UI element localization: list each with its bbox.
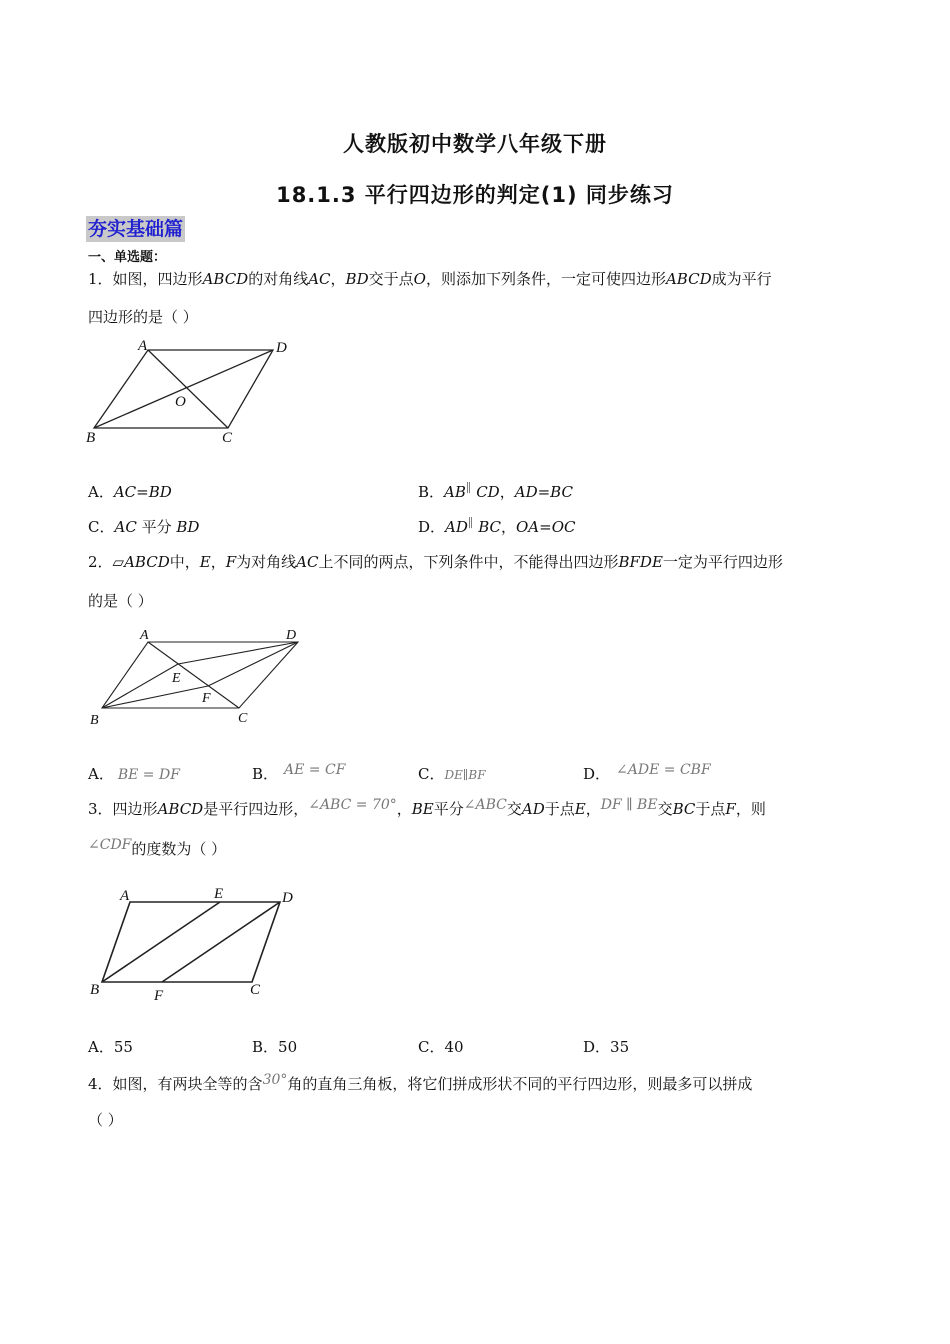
question-1-line-2: 四边形的是（ ） (88, 308, 198, 326)
point-label-c: C (222, 430, 233, 446)
text: 一定为平行四边形 (662, 553, 783, 571)
text: ， (396, 800, 412, 818)
var: AC (308, 270, 331, 288)
option-label: D． (418, 518, 446, 536)
option-label: D． (583, 765, 611, 783)
point-label-b: B (90, 713, 99, 728)
parallel-symbol: ∥ (467, 516, 474, 530)
diagonal-ac (148, 642, 239, 708)
point-label-a: A (140, 628, 149, 643)
point-label-f: F (202, 691, 211, 706)
question-2-line-2: 的是（ ） (88, 592, 153, 610)
var: ABCD (665, 270, 712, 288)
section-subheading: 一、单选题： (88, 250, 167, 265)
math-angle: 30° (262, 1072, 288, 1088)
var: ABCD (202, 270, 249, 288)
segment-df (162, 902, 280, 982)
option-label: A． (88, 1038, 114, 1056)
option-text: AD=BC (514, 483, 573, 501)
question-2-figure (80, 624, 320, 734)
option-label: C． (88, 518, 115, 536)
math-angle: ∠CDF (88, 837, 132, 853)
point-label-a: A (120, 888, 130, 904)
point-label-a: A (138, 338, 148, 354)
option-text: ∠ADE = CBF (616, 762, 711, 778)
text: 是平行四边形， (203, 800, 309, 818)
option-label: D． (583, 1038, 611, 1056)
var: BFDE (618, 553, 663, 571)
point-label-d: D (276, 340, 287, 356)
option-label: A． (88, 765, 114, 783)
question-3-line-2 (88, 838, 226, 861)
question-2-line-1 (88, 551, 783, 573)
option-text: AD (445, 518, 468, 536)
point-label-e: E (172, 671, 181, 686)
option-d[interactable] (583, 1037, 629, 1057)
text: 的对角线 (248, 270, 309, 288)
math-angle: ∠ABC (463, 797, 507, 813)
diagonal-ac (148, 350, 228, 428)
math-parallel: DF ∥ BE (600, 797, 658, 813)
segment-be (102, 664, 178, 708)
segment-bf (102, 686, 208, 708)
text: 于点 (544, 800, 575, 818)
segment-fd (208, 642, 298, 686)
var: F (225, 553, 237, 571)
var: BC (672, 800, 696, 818)
var: AC (296, 553, 319, 571)
question-number: 4． (88, 1075, 113, 1093)
text: 的度数为（ ） (131, 840, 227, 858)
option-text: OA=OC (516, 518, 576, 536)
point-label-c: C (238, 711, 248, 726)
option-text: 35 (610, 1038, 630, 1056)
text: ， (210, 553, 226, 571)
option-text: AE = CF (284, 762, 346, 778)
var: AD (521, 800, 545, 818)
point-label-c: C (250, 982, 261, 998)
question-1-figure (80, 334, 310, 449)
parallelogram-abcd (102, 642, 298, 708)
var: BE (411, 800, 434, 818)
option-b[interactable] (252, 1037, 297, 1057)
option-text: AC (114, 518, 137, 536)
option-label: C． (418, 765, 445, 783)
option-text: DE∥BF (444, 768, 486, 782)
point-label-e: E (214, 886, 224, 902)
question-4-line-2: （ ） (88, 1111, 123, 1129)
option-text: 50 (278, 1038, 298, 1056)
parallelogram-abcd (102, 902, 280, 982)
option-label: A． (88, 483, 114, 501)
text: 如图，有两块全等的含 (112, 1075, 263, 1093)
point-label-b: B (86, 430, 96, 446)
option-a[interactable] (88, 482, 172, 502)
text: 角的直角三角板，将它们拼成形状不同的平行四边形，则最多可以拼成 (287, 1075, 753, 1093)
point-label-f: F (154, 988, 164, 1004)
text: 为对角线 (236, 553, 297, 571)
option-text: AB (444, 483, 466, 501)
option-c[interactable] (418, 764, 486, 785)
option-a[interactable] (88, 764, 180, 785)
option-text: ， (500, 518, 516, 536)
option-c[interactable] (418, 1037, 464, 1057)
parallel-symbol: ∥ (465, 481, 472, 495)
option-text: BE = DF (117, 767, 180, 783)
option-label: B． (418, 483, 445, 501)
text: 上不同的两点，下列条件中，不能得出四边形 (318, 553, 619, 571)
text: 四边形 (112, 800, 158, 818)
text: ， (585, 800, 601, 818)
text: 成为平行 (711, 270, 772, 288)
var: BD (345, 270, 369, 288)
segment-be (102, 902, 220, 982)
option-text: ， (499, 483, 515, 501)
option-text: AC=BD (113, 483, 172, 501)
question-number: 3． (88, 800, 113, 818)
text: 交于点 (368, 270, 414, 288)
option-text: BC (473, 518, 501, 536)
option-d[interactable] (583, 764, 711, 785)
option-a[interactable] (88, 1037, 133, 1057)
question-3-line-1 (88, 798, 766, 821)
text: 平分 (433, 800, 464, 818)
option-label: B． (252, 1038, 279, 1056)
var: F (725, 800, 736, 818)
var: ABCD (157, 800, 204, 818)
point-label-b: B (90, 982, 100, 998)
text: 中， (169, 553, 200, 571)
point-label-d: D (286, 628, 297, 643)
var: E (199, 553, 211, 571)
option-text: 平分 (136, 518, 177, 536)
option-c[interactable] (88, 517, 199, 537)
parallelogram-symbol: ▱ (112, 553, 125, 571)
option-b[interactable] (418, 482, 573, 503)
option-b[interactable] (252, 764, 345, 785)
option-d[interactable] (418, 517, 575, 538)
math-angle: ∠ABC = 70° (308, 797, 397, 813)
page-title: 人教版初中数学八年级下册 (343, 132, 607, 156)
var: E (574, 800, 586, 818)
question-number: 2． (88, 553, 113, 571)
var: ABCD (124, 553, 170, 571)
segment-ed (178, 642, 298, 664)
section-label: 夯实基础篇 (88, 218, 184, 240)
option-label: C． (418, 1038, 445, 1056)
question-1-line-1 (88, 268, 772, 290)
question-4-line-1 (88, 1073, 752, 1096)
option-label: B． (252, 765, 279, 783)
text: ， (330, 270, 346, 288)
var: O (413, 270, 426, 288)
option-text: 40 (444, 1038, 464, 1056)
option-text: CD (471, 483, 500, 501)
option-text: 55 (113, 1038, 133, 1056)
text: 如图，四边形 (112, 270, 203, 288)
text: 交 (506, 800, 522, 818)
page-subtitle: 18.1.3 平行四边形的判定(1) 同步练习 (276, 183, 674, 207)
text: 于点 (695, 800, 726, 818)
option-text: BD (176, 518, 200, 536)
text: 交 (657, 800, 673, 818)
text: ，则 (735, 800, 766, 818)
question-number: 1． (88, 270, 113, 288)
point-label-d: D (282, 890, 293, 906)
point-label-o: O (175, 394, 186, 410)
text: ，则添加下列条件，一定可使四边形 (425, 270, 666, 288)
question-3-figure (80, 880, 310, 1005)
